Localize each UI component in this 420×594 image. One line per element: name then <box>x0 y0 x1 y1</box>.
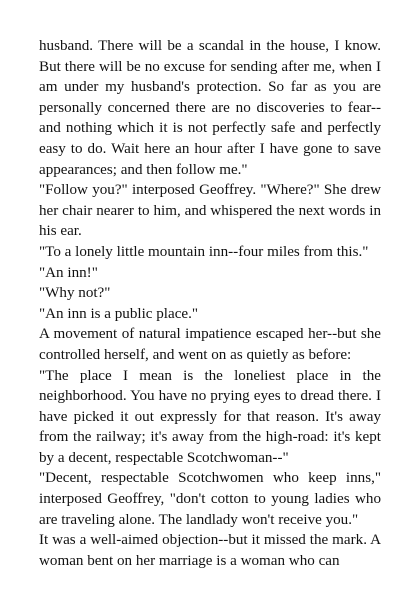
paragraph-3: "To a lonely little mountain inn--four miles from this." <box>39 243 369 260</box>
paragraph-2: "Follow you?" interposed Geoffrey. "Where?" She drew her chair nearer to him, and whispered the next words in his ear. <box>39 182 381 240</box>
paragraph-5: "Why not?" <box>39 285 111 302</box>
paragraph-10: It was a well-aimed objection--but it missed the mark. A woman bent on her marriage is a woman who can <box>39 532 381 569</box>
paragraph-7: A movement of natural impatience escaped her--but she controlled herself, and went on as quietly as before: <box>39 326 381 363</box>
paragraph-4: "An inn!" <box>39 264 98 281</box>
paragraph-1: husband. There will be a scandal in the house, I know. But there will be no excuse for sending after me, when I am under my husband's protection. So far as you are personally concerned there are no discoveries to fear--and nothing which it is not perfectly safe and perfectly easy to do. Wait here an hour after I have gone to save appearances; and then follow me." <box>39 38 381 178</box>
paragraph-6: "An inn is a public place." <box>39 305 199 322</box>
book-page-text <box>39 36 381 571</box>
paragraph-9: "Decent, respectable Scotchwomen who keep inns," interposed Geoffrey, "don't cotton to young ladies who are traveling alone. The landlady won't receive you." <box>39 470 381 528</box>
paragraph-8: "The place I mean is the loneliest place in the neighborhood. You have no prying eyes to dread there. I have picked it out expressly for that reason. It's away from the railway; it's away from the high-road: it's kept by a decent, respectable Scotchwoman--" <box>39 367 381 466</box>
